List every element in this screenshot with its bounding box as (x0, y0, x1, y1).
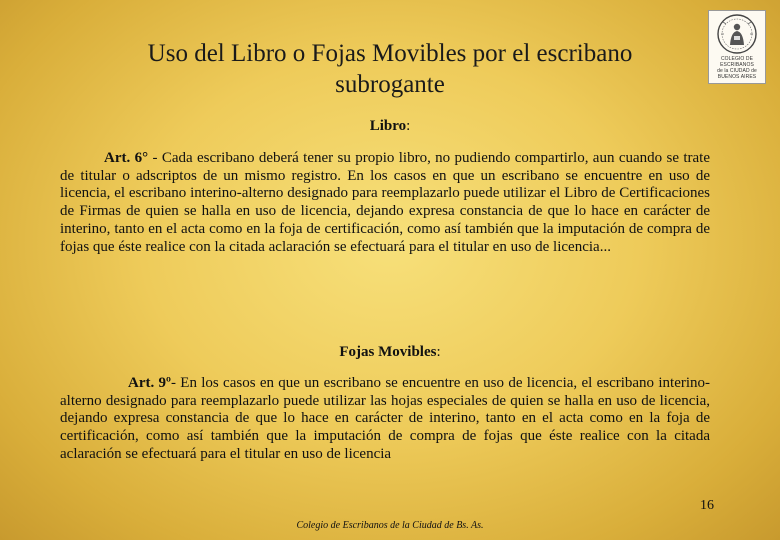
logo-caption-line: de la CIUDAD de (717, 68, 757, 74)
notary-college-logo (708, 10, 766, 84)
title-line-1: Uso del Libro o Fojas Movibles por el escribano (147, 40, 633, 67)
page-number: 16 (700, 498, 714, 513)
notary-college-seal-icon (709, 11, 765, 57)
article-text: - Cada escribano deberá tener su propio libro, no pudiendo compartirlo, aun cuando se trate de titular o adscriptos de un mismo registro. En los casos en que un escribano se encuentre en uso de licencia, el escribano interino-alterno designado para reemplazarlo puede utilizar el Libro de Certificaciones de Firmas de quien se halla en uso de licencia, dejando expresa constancia de que lo hace en carácter de interino, tanto en el acta como en la foja de certificación, como así también que la imputación de compra de fojas que éste realice con la citada aclaración se efectuará para el titular en uso de licencia... (60, 150, 711, 255)
title-line-2: subrogante (335, 71, 445, 98)
section-heading-colon: : (406, 118, 411, 134)
section-heading-fojas-movibles (280, 344, 500, 361)
logo-caption-line: ESCRIBANOS (720, 62, 754, 68)
logo-caption (709, 56, 765, 80)
article-label: Art. 9º (128, 375, 171, 391)
article-6-paragraph (60, 150, 710, 256)
section-heading-colon: : (436, 344, 441, 360)
logo-caption-line: BUENOS AIRES (717, 74, 757, 80)
footer-text: Colegio de Escribanos de la Ciudad de Bs. As. (296, 520, 484, 531)
logo-caption-line: COLEGIO DE (720, 56, 754, 62)
section-heading-label: Fojas Movibles (339, 344, 437, 360)
article-text: - En los casos en que un escribano se encuentre en uso de licencia, el escribano interino-alterno designado para reemplazarlo puede utilizar las hojas especiales de quien se halla en uso de licencia, dejando expresa constancia de que lo hace en carácter de interino, tanto en el acta como en la foja de certificación, como así también que la imputación de compra de fojas que éste realice con la citada aclaración se efectuará para el titular en uso de licencia (60, 375, 711, 462)
slide-title (90, 38, 690, 100)
section-heading-label: Libro (369, 118, 407, 134)
article-label: Art. 6° (104, 150, 149, 166)
section-heading-libro (300, 118, 480, 135)
article-9-paragraph (60, 375, 710, 464)
